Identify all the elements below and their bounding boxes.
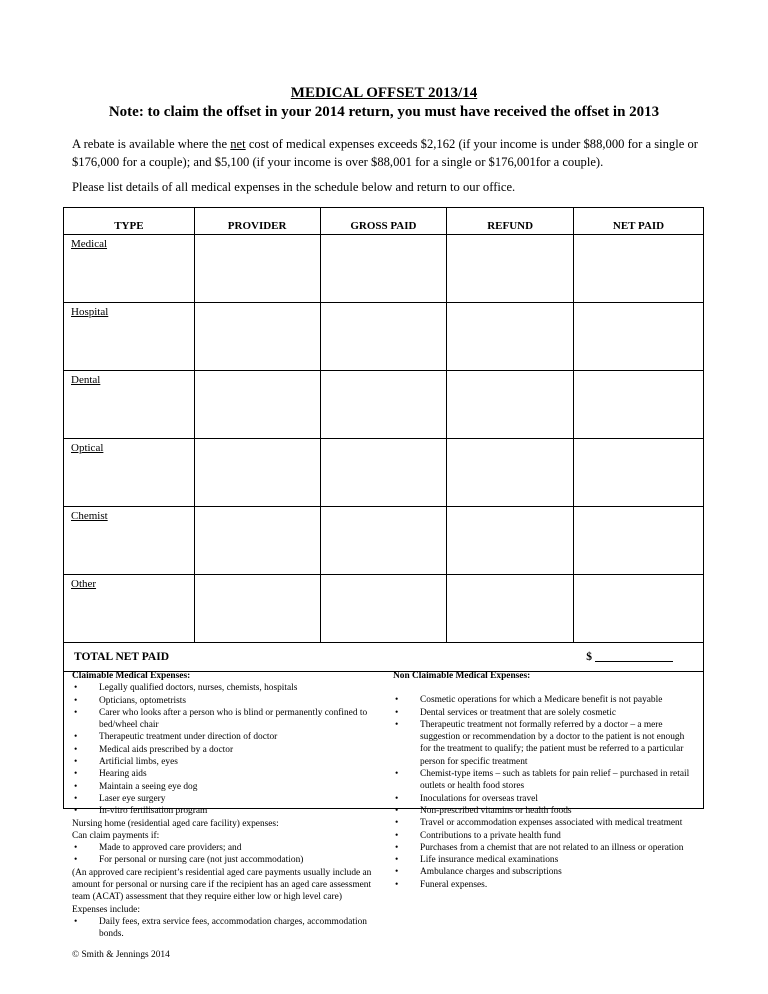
- list-item: • Legally qualified doctors, nurses, chemists, hospitals: [72, 682, 372, 694]
- provider-cell[interactable]: [194, 303, 320, 371]
- table-row: [64, 303, 704, 371]
- refund-cell[interactable]: [447, 507, 574, 575]
- table-header-row: [64, 208, 704, 235]
- table-row: [64, 235, 704, 303]
- expense-schedule-table: [63, 207, 704, 672]
- gross-paid-cell[interactable]: [320, 507, 447, 575]
- list-item: • Contributions to a private health fund: [393, 830, 695, 842]
- net-paid-cell[interactable]: [574, 371, 704, 439]
- refund-cell[interactable]: [447, 303, 574, 371]
- gross-paid-cell[interactable]: [320, 575, 447, 643]
- can-claim-text: Can claim payments if:: [72, 830, 160, 841]
- table-row: [64, 507, 704, 575]
- net-paid-cell[interactable]: [574, 439, 704, 507]
- row-label-other: Other: [64, 575, 195, 643]
- claimable-list-b: [72, 842, 372, 867]
- list-item: • Maintain a seeing eye dog: [72, 781, 372, 793]
- copyright-footer: © Smith & Jennings 2014: [72, 950, 170, 960]
- intro-net-word: net: [230, 137, 246, 151]
- non-claimable-list: [393, 694, 695, 891]
- list-item: • Medical aids prescribed by a doctor: [72, 744, 372, 756]
- refund-cell[interactable]: [447, 575, 574, 643]
- provider-cell[interactable]: [194, 235, 320, 303]
- claimable-heading: Claimable Medical Expenses:: [72, 671, 191, 681]
- list-item: • Dental services or treatment that are solely cosmetic: [393, 707, 695, 719]
- table-row: [64, 575, 704, 643]
- list-item: • Ambulance charges and subscriptions: [393, 866, 695, 878]
- refund-cell[interactable]: [447, 371, 574, 439]
- expenses-include-text: Expenses include:: [72, 904, 140, 915]
- list-item: • Artificial limbs, eyes: [72, 756, 372, 768]
- header-provider: PROVIDER: [194, 208, 320, 235]
- table-row: [64, 439, 704, 507]
- list-item: • Cosmetic operations for which a Medicare benefit is not payable: [393, 694, 695, 706]
- header-gross-paid: GROSS PAID: [320, 208, 447, 235]
- claimable-list-a: [72, 682, 372, 817]
- net-paid-cell[interactable]: [574, 507, 704, 575]
- header-net-paid: NET PAID: [574, 208, 704, 235]
- acat-note: (An approved care recipient’s residential aged care payments usually include an amount for personal or nursing care if the recipient has an aged care assessment team (ACAT) assessment that they require either low or high level care): [72, 867, 372, 903]
- gross-paid-cell[interactable]: [320, 235, 447, 303]
- header-type: TYPE: [64, 208, 195, 235]
- list-item: • Therapeutic treatment not formally referred by a doctor – a mere suggestion or recommendation by a doctor to the patient is not enough for the treatment to qualify; the patient must be referred to a particular person for specific treatment: [393, 719, 695, 768]
- list-item: • Therapeutic treatment under direction of doctor: [72, 731, 372, 743]
- list-item: • Inoculations for overseas travel: [393, 793, 695, 805]
- refund-cell[interactable]: [447, 439, 574, 507]
- intro-text-start: A rebate is available where the: [72, 137, 231, 151]
- list-item: • Daily fees, extra service fees, accommodation charges, accommodation bonds.: [72, 916, 372, 941]
- header-refund: REFUND: [447, 208, 574, 235]
- claimable-list-c: [72, 916, 372, 941]
- non-claimable-column: [393, 670, 695, 891]
- list-item: • Purchases from a chemist that are not related to an illness or operation: [393, 842, 695, 854]
- non-claimable-heading: Non Claimable Medical Expenses:: [393, 671, 531, 681]
- net-paid-cell[interactable]: [574, 235, 704, 303]
- total-blank-line[interactable]: [595, 651, 673, 662]
- provider-cell[interactable]: [194, 371, 320, 439]
- claimable-column: [72, 670, 372, 941]
- row-label-chemist: Chemist: [64, 507, 195, 575]
- provider-cell[interactable]: [194, 507, 320, 575]
- row-label-medical: Medical: [64, 235, 195, 303]
- list-item: • Opticians, optometrists: [72, 695, 372, 707]
- total-net-paid-label: TOTAL NET PAID: [64, 643, 574, 672]
- list-item: • Chemist-type items – such as tablets for pain relief – purchased in retail outlets or health food stores: [393, 768, 695, 793]
- row-label-hospital: Hospital: [64, 303, 195, 371]
- list-item: • Laser eye surgery: [72, 793, 372, 805]
- row-label-dental: Dental: [64, 371, 195, 439]
- page-title: MEDICAL OFFSET 2013/14: [290, 85, 478, 101]
- list-item: • Travel or accommodation expenses associated with medical treatment: [393, 817, 695, 829]
- list-item: • Life insurance medical examinations: [393, 854, 695, 866]
- intro-text-end: cost of medical expenses exceeds $2,162 (if your income is under $88,000 for a single or $176,000 for a couple); and $5,100 (if your income is over $88,001 for a single or $176,001for a couple).: [72, 137, 698, 169]
- table-row: [64, 371, 704, 439]
- gross-paid-cell[interactable]: [320, 371, 447, 439]
- provider-cell[interactable]: [194, 439, 320, 507]
- nursing-home-text: Nursing home (residential aged care facility) expenses:: [72, 818, 279, 829]
- gross-paid-cell[interactable]: [320, 439, 447, 507]
- refund-cell[interactable]: [447, 235, 574, 303]
- net-paid-cell[interactable]: [574, 575, 704, 643]
- currency-symbol: $: [586, 651, 592, 663]
- list-item: • Hearing aids: [72, 768, 372, 780]
- list-item: • In-vitro fertilisation program: [72, 805, 372, 817]
- instruction-text: Please list details of all medical expenses in the schedule below and return to our office.: [72, 180, 516, 194]
- net-paid-cell[interactable]: [574, 303, 704, 371]
- gross-paid-cell[interactable]: [320, 303, 447, 371]
- row-label-optical: Optical: [64, 439, 195, 507]
- list-item: • Made to approved care providers; and: [72, 842, 372, 854]
- list-item: • Carer who looks after a person who is blind or permanently confined to bed/wheel chair: [72, 707, 372, 732]
- list-item: • For personal or nursing care (not just accommodation): [72, 854, 372, 866]
- list-item: • Funeral expenses.: [393, 879, 695, 891]
- provider-cell[interactable]: [194, 575, 320, 643]
- list-item: • Non-prescribed vitamins or health foods: [393, 805, 695, 817]
- page-subtitle: Note: to claim the offset in your 2014 return, you must have received the offset in 2013: [108, 104, 660, 120]
- intro-paragraph: [72, 135, 698, 171]
